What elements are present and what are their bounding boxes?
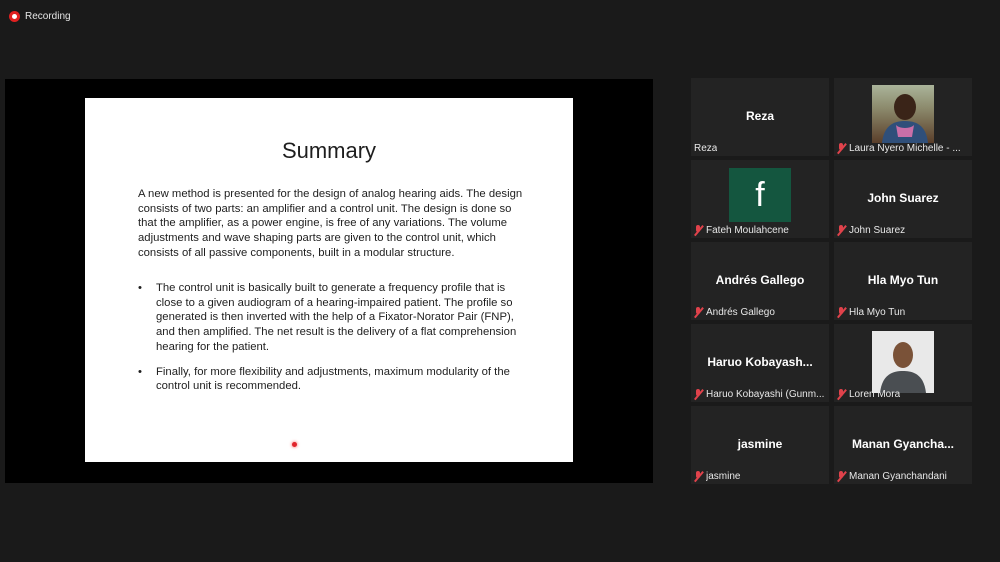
slide-bullet-item xyxy=(138,365,530,394)
slide-bullet-item xyxy=(138,281,530,355)
participant-name: Manan Gyanchandani xyxy=(849,470,947,482)
participant-tile[interactable] xyxy=(691,160,829,238)
person-silhouette-icon xyxy=(872,85,934,143)
slide-bullet-list xyxy=(138,281,530,404)
participant-video xyxy=(872,331,934,393)
participant-footer xyxy=(694,305,826,319)
participant-footer xyxy=(837,469,969,483)
mic-muted-icon xyxy=(694,307,703,318)
participant-name: Haruo Kobayashi (Gunm... xyxy=(706,388,825,400)
participant-video xyxy=(872,85,934,143)
participant-footer xyxy=(694,387,826,401)
participant-name: jasmine xyxy=(706,470,741,482)
participant-footer xyxy=(694,223,826,237)
recording-indicator[interactable] xyxy=(9,9,71,23)
mic-muted-icon xyxy=(837,225,846,236)
participant-avatar: f xyxy=(729,168,791,222)
slide-bullet-text: The control unit is basically built to generate a frequency profile that is close to a given audiogram of a hearing-impaired patient. The profile so generated is then inverted with the help of a Fixator-Norator Pair (FNP), and then amplified. The net result is the delivery of a flat comprehension hearing for the patient. xyxy=(156,282,517,353)
slide-title: Summary xyxy=(281,138,377,163)
presentation-slide xyxy=(85,98,573,462)
shared-screen xyxy=(5,79,653,483)
slide-intro-paragraph: A new method is presented for the design of analog hearing aids. The design consists of two parts: an amplifier and a control unit. The design is done so that the amplifier, as a power engine, is free of any variations. The volume adjustments and wave shaping parts are given to the control unit, which consists of all passive components, built in a modular structure. xyxy=(138,188,523,259)
participant-name: John Suarez xyxy=(849,224,906,236)
mic-muted-icon xyxy=(837,143,846,154)
participant-name: Hla Myo Tun xyxy=(849,306,906,318)
mic-muted-icon xyxy=(694,389,703,400)
participant-display-name: Hla Myo Tun xyxy=(867,273,939,287)
participant-name: Andrés Gallego xyxy=(706,306,775,318)
participant-name: Loren Mora xyxy=(849,388,901,400)
participant-name: Fateh Moulahcene xyxy=(706,224,789,236)
mic-muted-icon xyxy=(694,225,703,236)
participant-footer xyxy=(837,223,969,237)
participant-tile[interactable] xyxy=(834,324,972,402)
participant-tile[interactable] xyxy=(834,242,972,320)
participant-tile[interactable] xyxy=(691,242,829,320)
participant-name: Laura Nyero Michelle - ... xyxy=(849,142,961,154)
bullet-dot: • xyxy=(138,282,142,294)
laser-pointer xyxy=(292,442,297,447)
bullet-dot: • xyxy=(138,365,142,378)
participant-display-name: Reza xyxy=(745,109,774,123)
participant-tile[interactable] xyxy=(834,406,972,484)
person-silhouette-icon xyxy=(872,331,934,393)
participant-tile[interactable] xyxy=(834,78,972,156)
participant-name: Reza xyxy=(694,142,718,154)
participant-footer xyxy=(837,387,969,401)
participant-tile[interactable] xyxy=(691,78,829,156)
slide-bullet-text: Finally, for more flexibility and adjustments, maximum modularity of the control unit is recommended. xyxy=(156,365,510,393)
mic-muted-icon xyxy=(694,471,703,482)
participant-display-name: Haruo Kobayash... xyxy=(707,355,813,369)
participant-display-name: Andrés Gallego xyxy=(715,273,805,287)
mic-muted-icon xyxy=(837,389,846,400)
participant-footer xyxy=(694,141,826,155)
participant-tile[interactable] xyxy=(691,324,829,402)
participant-display-name: Manan Gyancha... xyxy=(851,437,955,451)
participant-footer xyxy=(837,305,969,319)
recording-icon xyxy=(9,11,20,22)
participant-footer xyxy=(694,469,826,483)
mic-muted-icon xyxy=(837,471,846,482)
participant-footer xyxy=(837,141,969,155)
participant-display-name: jasmine xyxy=(737,437,783,451)
mic-muted-icon xyxy=(837,307,846,318)
participant-display-name: John Suarez xyxy=(867,191,939,205)
participant-tile[interactable] xyxy=(834,160,972,238)
participant-tile[interactable] xyxy=(691,406,829,484)
recording-label: Recording xyxy=(25,10,71,22)
